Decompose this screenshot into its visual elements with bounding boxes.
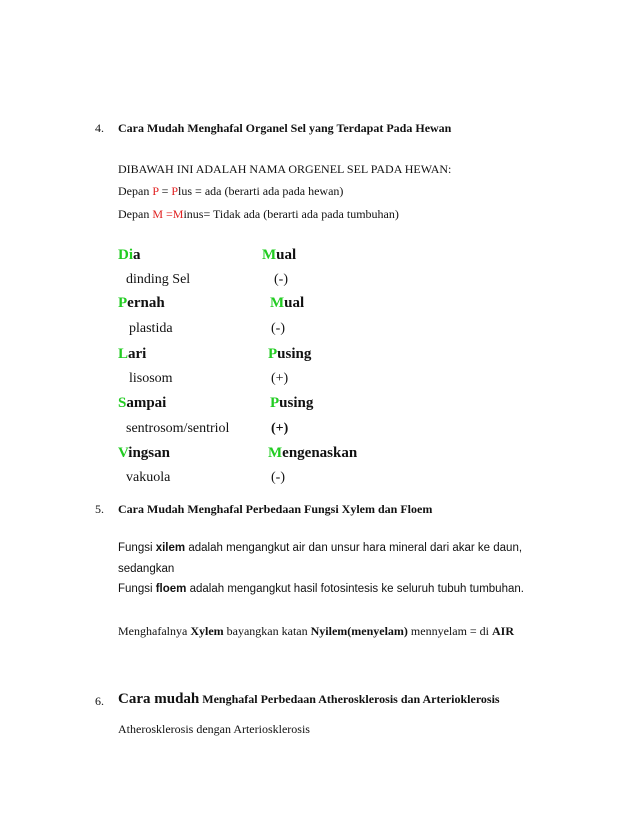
section-6-title-rest: Menghafal Perbedaan Atherosklerosis dan Arterioklerosis (199, 692, 500, 706)
xylem-line (118, 542, 522, 554)
mnemonic-word (118, 445, 170, 462)
section-4-number: 4. (95, 121, 104, 135)
organel-name: sentrosom/sentriol (126, 421, 230, 436)
mnemonic-word-rest: ari (128, 346, 147, 362)
minus-word-rest: inus (183, 207, 204, 221)
memory-mid-2: mennyelam = di (407, 624, 493, 638)
organel-sign: (+) (271, 421, 289, 436)
section-6-subtitle: Atherosklerosis dengan Arteriosklerosis (118, 722, 310, 736)
mnemonic-status-word (270, 295, 304, 312)
minus-mid: = (163, 207, 173, 221)
mnemonic-word-start: Di (118, 247, 133, 263)
mnemonic-word (118, 346, 146, 363)
minus-letter: M (152, 207, 163, 221)
mnemonic-word-start: S (118, 395, 127, 411)
mnemonic-word-start: V (118, 445, 129, 461)
memory-bold-2: Nyilem(menyelam) (310, 624, 408, 638)
floem-line (118, 583, 524, 595)
status-word-start: M (268, 445, 283, 461)
section-5-number: 5. (95, 502, 104, 516)
mnemonic-word (118, 395, 166, 412)
organel-sign: (+) (271, 371, 289, 386)
xylem-post: adalah mengangkut air dan unsur hara mineral dari akar ke daun, (185, 542, 523, 554)
mnemonic-word-rest: a (133, 247, 141, 263)
minus-line (118, 207, 399, 222)
status-word-rest: ual (284, 295, 305, 311)
memory-bold-1: Xylem (190, 624, 224, 638)
memory-bold-3: AIR (492, 624, 515, 638)
status-word-start: M (262, 247, 277, 263)
intro-line: DIBAWAH INI ADALAH NAMA ORGENEL SEL PADA HEWAN: (118, 162, 452, 176)
plus-line (118, 184, 343, 199)
status-word-rest: ual (276, 247, 297, 263)
minus-pre: Depan (118, 207, 153, 221)
organel-sign: (-) (271, 470, 285, 485)
xylem-bold: xilem (155, 542, 186, 554)
organel-name: vakuola (126, 470, 171, 485)
plus-word-start: P (171, 184, 179, 198)
floem-pre: Fungsi (118, 583, 156, 595)
mnemonic-word-start: P (118, 295, 128, 311)
mnemonic-word-rest: ampai (126, 395, 167, 411)
status-word-start: P (268, 346, 278, 362)
status-word-rest: using (277, 346, 312, 362)
mnemonic-status-word (268, 445, 357, 462)
plus-letter: P (152, 184, 159, 198)
floem-post: adalah mengangkut hasil fotosintesis ke seluruh tubuh tumbuhan. (186, 583, 524, 595)
mnemonic-word-rest: ingsan (128, 445, 170, 461)
memory-line (118, 624, 514, 639)
mnemonic-word (118, 295, 165, 312)
status-word-start: M (270, 295, 285, 311)
memory-mid: bayangkan katan (223, 624, 311, 638)
memory-pre: Menghafalnya (118, 624, 191, 638)
section-6-title (118, 690, 500, 708)
organel-name: dinding Sel (126, 272, 191, 287)
mnemonic-status-word (262, 247, 296, 264)
organel-sign: (-) (271, 321, 285, 336)
floem-bold: floem (155, 583, 187, 595)
mnemonic-word (118, 247, 141, 264)
plus-mid: = (158, 184, 172, 198)
organel-name: plastida (129, 321, 173, 336)
plus-post: = ada (berarti ada pada hewan) (192, 184, 344, 198)
status-word-rest: using (279, 395, 314, 411)
section-6-title-big: Cara mudah (118, 691, 200, 707)
organel-name: lisosom (129, 371, 173, 386)
minus-post: = Tidak ada (berarti ada pada tumbuhan) (203, 207, 399, 221)
status-word-rest: engenaskan (282, 445, 358, 461)
continuation-line: sedangkan (118, 563, 175, 575)
mnemonic-status-word (270, 395, 313, 412)
xylem-pre: Fungsi (118, 542, 156, 554)
mnemonic-word-start: L (118, 346, 129, 362)
mnemonic-word-rest: ernah (127, 295, 165, 311)
organel-sign: (-) (274, 272, 288, 287)
section-5-title: Cara Mudah Menghafal Perbedaan Fungsi Xylem dan Floem (118, 502, 433, 516)
minus-word-start: M (172, 207, 184, 221)
section-6-number: 6. (95, 694, 104, 708)
status-word-start: P (270, 395, 280, 411)
plus-word-rest: lus (178, 184, 193, 198)
mnemonic-status-word (268, 346, 311, 363)
plus-pre: Depan (118, 184, 153, 198)
section-4-title: Cara Mudah Menghafal Organel Sel yang Terdapat Pada Hewan (118, 121, 452, 135)
